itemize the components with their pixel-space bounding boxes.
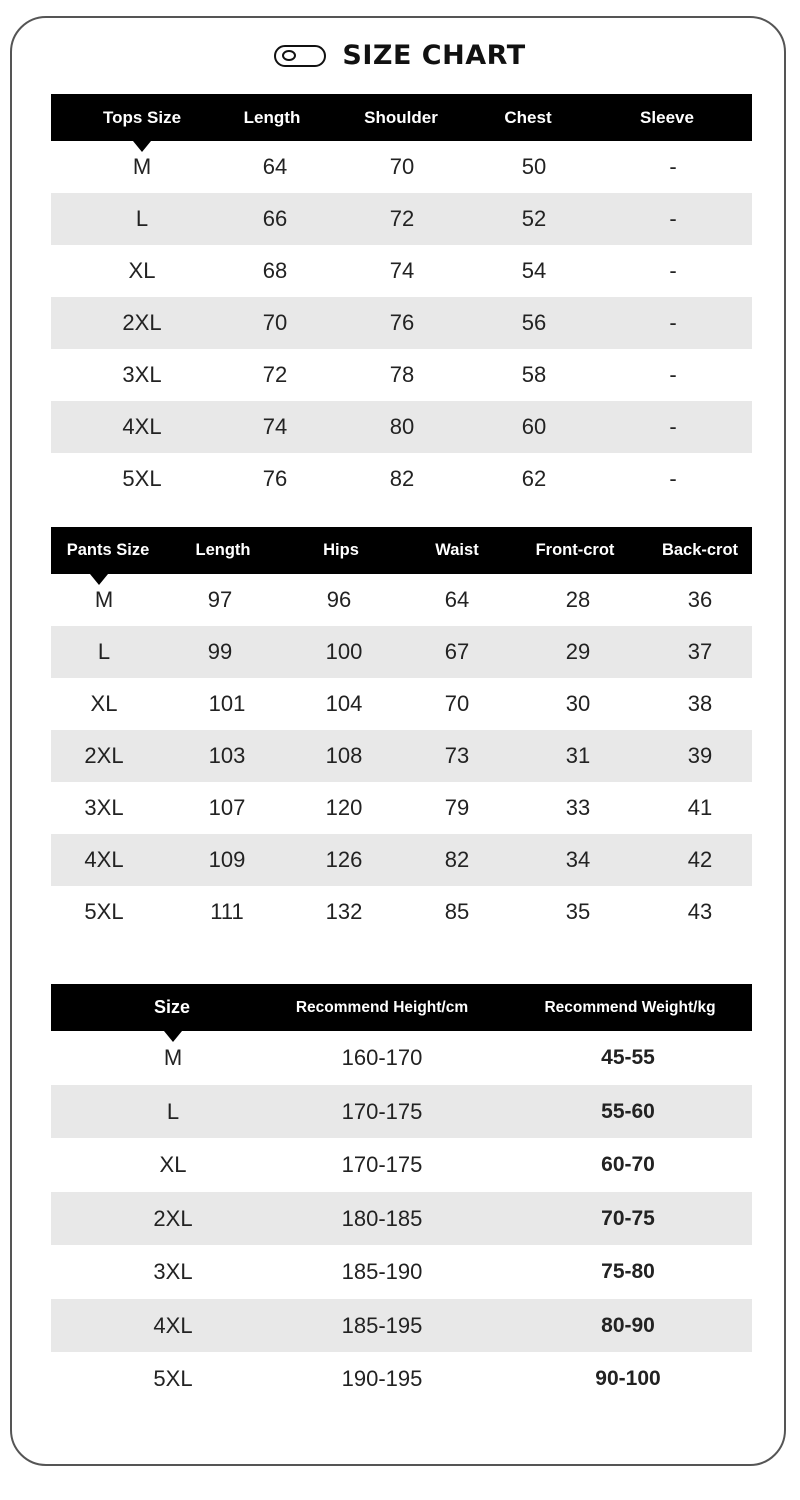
weight-cell: 80-90 bbox=[601, 1313, 655, 1337]
size-cell: XL bbox=[159, 1152, 187, 1177]
pants-size-table bbox=[51, 527, 752, 938]
height-cell: 180-185 bbox=[341, 1205, 423, 1231]
tops-header-sleeve: Sleeve bbox=[640, 108, 694, 127]
table-row bbox=[51, 1352, 752, 1406]
height-cell: 170-175 bbox=[341, 1098, 423, 1124]
pants-header-back-crot: Back-crot bbox=[661, 541, 739, 559]
length-cell: 66 bbox=[262, 206, 288, 231]
shoulder-cell: 78 bbox=[389, 362, 415, 387]
size-cell: 3XL bbox=[153, 1259, 193, 1284]
chest-cell: 52 bbox=[521, 206, 547, 231]
size-cell: 4XL bbox=[84, 847, 124, 872]
weight-cell: 90-100 bbox=[595, 1367, 661, 1390]
pants-header-size: Pants Size bbox=[66, 541, 150, 559]
back-crot-cell: 39 bbox=[687, 743, 713, 768]
front-crot-cell: 34 bbox=[565, 847, 591, 872]
recommend-size-table bbox=[51, 984, 752, 1406]
length-cell: 72 bbox=[262, 362, 288, 387]
chart-title bbox=[0, 40, 800, 72]
length-cell: 111 bbox=[210, 899, 244, 924]
size-cell: 4XL bbox=[122, 414, 162, 439]
length-cell: 68 bbox=[262, 258, 288, 283]
pants-header-front-crot: Front-crot bbox=[535, 541, 615, 559]
weight-cell: 55-60 bbox=[601, 1099, 655, 1123]
waist-cell: 82 bbox=[444, 847, 470, 872]
sleeve-cell: - bbox=[669, 310, 677, 335]
back-crot-cell: 36 bbox=[687, 587, 713, 612]
front-crot-cell: 35 bbox=[565, 899, 591, 924]
waist-cell: 64 bbox=[444, 587, 470, 612]
weight-cell: 75-80 bbox=[601, 1260, 655, 1283]
sleeve-cell: - bbox=[669, 154, 677, 179]
pants-header-waist: Waist bbox=[435, 541, 479, 559]
tops-header-size: Tops Size bbox=[102, 108, 182, 127]
height-cell: 185-190 bbox=[341, 1259, 423, 1284]
back-crot-cell: 38 bbox=[687, 691, 713, 716]
table-row bbox=[51, 401, 752, 453]
table-row bbox=[51, 678, 752, 730]
table-row bbox=[51, 1299, 752, 1353]
length-cell: 70 bbox=[262, 310, 288, 335]
table-row bbox=[51, 574, 752, 626]
size-cell: L bbox=[97, 639, 111, 664]
length-cell: 97 bbox=[207, 587, 233, 612]
table-row bbox=[51, 193, 752, 245]
waist-cell: 73 bbox=[444, 743, 470, 768]
shoulder-cell: 82 bbox=[389, 466, 415, 491]
length-cell: 76 bbox=[262, 466, 288, 491]
length-cell: 99 bbox=[207, 639, 233, 664]
hips-cell: 126 bbox=[325, 847, 363, 872]
size-cell: M bbox=[132, 154, 152, 179]
hips-cell: 104 bbox=[325, 691, 363, 716]
sleeve-cell: - bbox=[669, 206, 677, 231]
length-cell: 64 bbox=[262, 154, 288, 179]
tops-table-header bbox=[51, 94, 752, 141]
length-cell: 109 bbox=[208, 847, 246, 872]
height-cell: 190-195 bbox=[341, 1366, 423, 1391]
tops-header-chest: Chest bbox=[504, 108, 552, 127]
shoulder-cell: 74 bbox=[389, 258, 415, 283]
sleeve-cell: - bbox=[669, 466, 677, 491]
front-crot-cell: 29 bbox=[565, 639, 591, 664]
recommend-header-weight: Recommend Weight/kg bbox=[544, 999, 716, 1016]
hips-cell: 108 bbox=[325, 743, 363, 768]
height-cell: 170-175 bbox=[341, 1152, 423, 1177]
table-row bbox=[51, 886, 752, 938]
table-row bbox=[51, 834, 752, 886]
pants-table-header bbox=[51, 527, 752, 574]
hips-cell: 96 bbox=[326, 587, 352, 612]
size-cell: 5XL bbox=[84, 899, 124, 924]
front-crot-cell: 28 bbox=[565, 587, 591, 612]
back-crot-cell: 37 bbox=[687, 639, 713, 664]
table-row bbox=[51, 730, 752, 782]
table-row bbox=[51, 1085, 752, 1139]
shoulder-cell: 72 bbox=[389, 206, 415, 231]
size-cell: 2XL bbox=[122, 310, 162, 335]
table-row bbox=[51, 1031, 752, 1085]
chest-cell: 50 bbox=[521, 154, 547, 179]
shoulder-cell: 80 bbox=[389, 414, 415, 439]
chest-cell: 62 bbox=[521, 466, 547, 491]
chest-cell: 56 bbox=[521, 310, 547, 335]
back-crot-cell: 41 bbox=[687, 795, 713, 820]
tops-size-table bbox=[51, 94, 752, 505]
weight-cell: 70-75 bbox=[601, 1206, 655, 1230]
waist-cell: 85 bbox=[444, 899, 470, 924]
recommend-table-header bbox=[51, 984, 752, 1031]
size-cell: 4XL bbox=[153, 1312, 193, 1338]
size-cell: 3XL bbox=[84, 795, 124, 820]
weight-cell: 45-55 bbox=[601, 1046, 655, 1069]
length-cell: 107 bbox=[208, 795, 246, 820]
table-row bbox=[51, 297, 752, 349]
table-row bbox=[51, 245, 752, 297]
front-crot-cell: 33 bbox=[565, 795, 591, 820]
size-cell: 2XL bbox=[153, 1205, 193, 1231]
length-cell: 103 bbox=[208, 743, 246, 768]
length-cell: 74 bbox=[262, 414, 288, 439]
sleeve-cell: - bbox=[669, 414, 677, 439]
size-cell: M bbox=[94, 587, 114, 612]
size-cell: 3XL bbox=[122, 362, 162, 387]
size-cell: L bbox=[135, 206, 149, 231]
tops-header-shoulder: Shoulder bbox=[364, 108, 438, 127]
size-cell: 2XL bbox=[84, 743, 124, 768]
pants-header-length: Length bbox=[195, 541, 251, 559]
size-cell: 5XL bbox=[122, 466, 162, 491]
front-crot-cell: 31 bbox=[565, 743, 591, 768]
chest-cell: 54 bbox=[521, 258, 547, 283]
height-cell: 185-195 bbox=[341, 1312, 423, 1338]
hips-cell: 100 bbox=[325, 639, 363, 664]
back-crot-cell: 42 bbox=[687, 847, 713, 872]
tops-header-length: Length bbox=[243, 108, 301, 127]
size-cell: XL bbox=[90, 691, 118, 716]
sleeve-cell: - bbox=[669, 258, 677, 283]
hips-cell: 120 bbox=[325, 795, 363, 820]
waist-cell: 79 bbox=[444, 795, 470, 820]
weight-cell: 60-70 bbox=[601, 1153, 655, 1176]
pants-header-hips: Hips bbox=[323, 541, 359, 559]
table-row bbox=[51, 1138, 752, 1192]
size-cell: XL bbox=[128, 258, 156, 283]
title-text: SIZE CHART bbox=[342, 40, 526, 71]
toggle-pill-icon bbox=[274, 45, 326, 67]
chest-cell: 60 bbox=[521, 414, 547, 439]
size-cell: L bbox=[166, 1098, 180, 1124]
table-row bbox=[51, 626, 752, 678]
table-row bbox=[51, 349, 752, 401]
table-row bbox=[51, 1245, 752, 1299]
shoulder-cell: 76 bbox=[389, 310, 415, 335]
size-cell: 5XL bbox=[153, 1366, 193, 1391]
chest-cell: 58 bbox=[521, 362, 547, 387]
shoulder-cell: 70 bbox=[389, 154, 415, 179]
sleeve-cell: - bbox=[669, 362, 677, 387]
recommend-header-size: Size bbox=[153, 997, 191, 1017]
table-row bbox=[51, 141, 752, 193]
length-cell: 101 bbox=[208, 691, 246, 716]
waist-cell: 70 bbox=[444, 691, 470, 716]
height-cell: 160-170 bbox=[341, 1045, 423, 1070]
size-cell: M bbox=[163, 1045, 183, 1070]
back-crot-cell: 43 bbox=[687, 899, 713, 924]
waist-cell: 67 bbox=[444, 639, 470, 664]
front-crot-cell: 30 bbox=[565, 691, 591, 716]
table-row bbox=[51, 453, 752, 505]
hips-cell: 132 bbox=[325, 899, 363, 924]
table-row bbox=[51, 782, 752, 834]
recommend-header-height: Recommend Height/cm bbox=[295, 999, 469, 1016]
table-row bbox=[51, 1192, 752, 1246]
